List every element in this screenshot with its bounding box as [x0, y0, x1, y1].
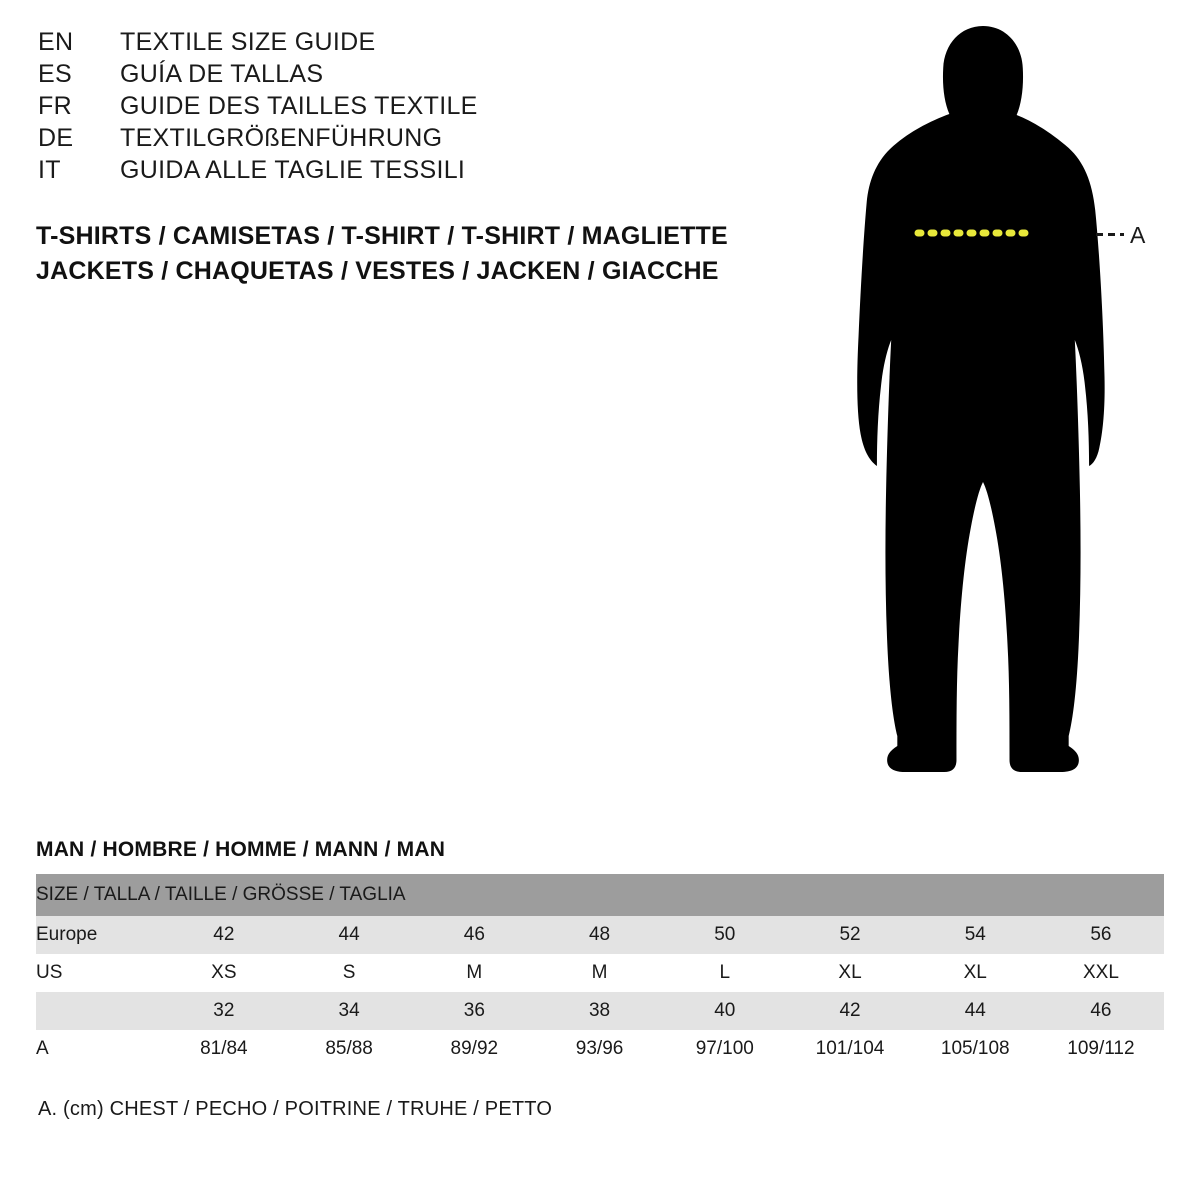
- language-code: EN: [38, 28, 74, 56]
- cell-value: L: [662, 954, 787, 992]
- cell-value: 52: [787, 916, 912, 954]
- cell-value: 46: [412, 916, 537, 954]
- language-row: [38, 92, 798, 121]
- cell-value: M: [412, 954, 537, 992]
- language-title: TEXTILE SIZE GUIDE: [120, 28, 376, 56]
- cell-value: 44: [913, 992, 1038, 1030]
- cell-value: XL: [913, 954, 1038, 992]
- language-title: GUIDE DES TAILLES TEXTILE: [120, 92, 478, 120]
- table-row: [36, 954, 1164, 992]
- cell-value: 34: [286, 992, 411, 1030]
- cell-value: 109/112: [1038, 1030, 1164, 1068]
- cell-value: 38: [537, 992, 662, 1030]
- cell-value: 32: [161, 992, 286, 1030]
- table-row: [36, 1030, 1164, 1068]
- row-label: [36, 992, 161, 1030]
- language-row: [38, 156, 798, 185]
- cell-value: XL: [787, 954, 912, 992]
- body-silhouette-figure: [830, 20, 1170, 800]
- table-header-label: SIZE / TALLA / TAILLE / GRÖSSE / TAGLIA: [36, 874, 1164, 916]
- cell-value: 93/96: [537, 1030, 662, 1068]
- cell-value: 42: [787, 992, 912, 1030]
- table-row: [36, 992, 1164, 1030]
- table-row: [36, 916, 1164, 954]
- category-jackets: JACKETS / CHAQUETAS / VESTES / JACKEN / GIACCHE: [36, 257, 719, 285]
- measure-label-a: A: [1130, 222, 1146, 248]
- language-row: [38, 60, 798, 89]
- table-header-row: [36, 874, 1164, 916]
- cell-value: 44: [286, 916, 411, 954]
- language-code: ES: [38, 60, 72, 88]
- language-code: FR: [38, 92, 72, 120]
- cell-value: 50: [662, 916, 787, 954]
- row-label: US: [36, 954, 161, 992]
- silhouette-icon: [830, 20, 1170, 800]
- language-title: GUÍA DE TALLAS: [120, 60, 324, 88]
- row-label: Europe: [36, 916, 161, 954]
- cell-value: 54: [913, 916, 1038, 954]
- cell-value: 101/104: [787, 1030, 912, 1068]
- cell-value: 46: [1038, 992, 1164, 1030]
- language-code: DE: [38, 124, 74, 152]
- category-tshirts: T-SHIRTS / CAMISETAS / T-SHIRT / T-SHIRT / MAGLIETTE: [36, 222, 728, 250]
- cell-value: XXL: [1038, 954, 1164, 992]
- cell-value: 36: [412, 992, 537, 1030]
- measurement-footnote: A. (cm) CHEST / PECHO / POITRINE / TRUHE / PETTO: [38, 1098, 553, 1120]
- cell-value: 97/100: [662, 1030, 787, 1068]
- size-table: [36, 874, 1164, 1068]
- size-table-section: [36, 838, 1164, 1068]
- table-group-title: MAN / HOMBRE / HOMME / MANN / MAN: [36, 838, 446, 861]
- garment-category-block: [36, 222, 836, 292]
- cell-value: 81/84: [161, 1030, 286, 1068]
- language-row: [38, 28, 798, 57]
- cell-value: 42: [161, 916, 286, 954]
- cell-value: 89/92: [412, 1030, 537, 1068]
- cell-value: M: [537, 954, 662, 992]
- cell-value: S: [286, 954, 411, 992]
- cell-value: 105/108: [913, 1030, 1038, 1068]
- language-title: TEXTILGRÖßENFÜHRUNG: [120, 124, 443, 152]
- cell-value: 48: [537, 916, 662, 954]
- measure-leader-line: [1096, 233, 1124, 236]
- cell-value: XS: [161, 954, 286, 992]
- cell-value: 56: [1038, 916, 1164, 954]
- language-code: IT: [38, 156, 61, 184]
- cell-value: 85/88: [286, 1030, 411, 1068]
- language-header-block: [38, 28, 798, 188]
- language-row: [38, 124, 798, 153]
- cell-value: 40: [662, 992, 787, 1030]
- row-label: A: [36, 1030, 161, 1068]
- language-title: GUIDA ALLE TAGLIE TESSILI: [120, 156, 466, 184]
